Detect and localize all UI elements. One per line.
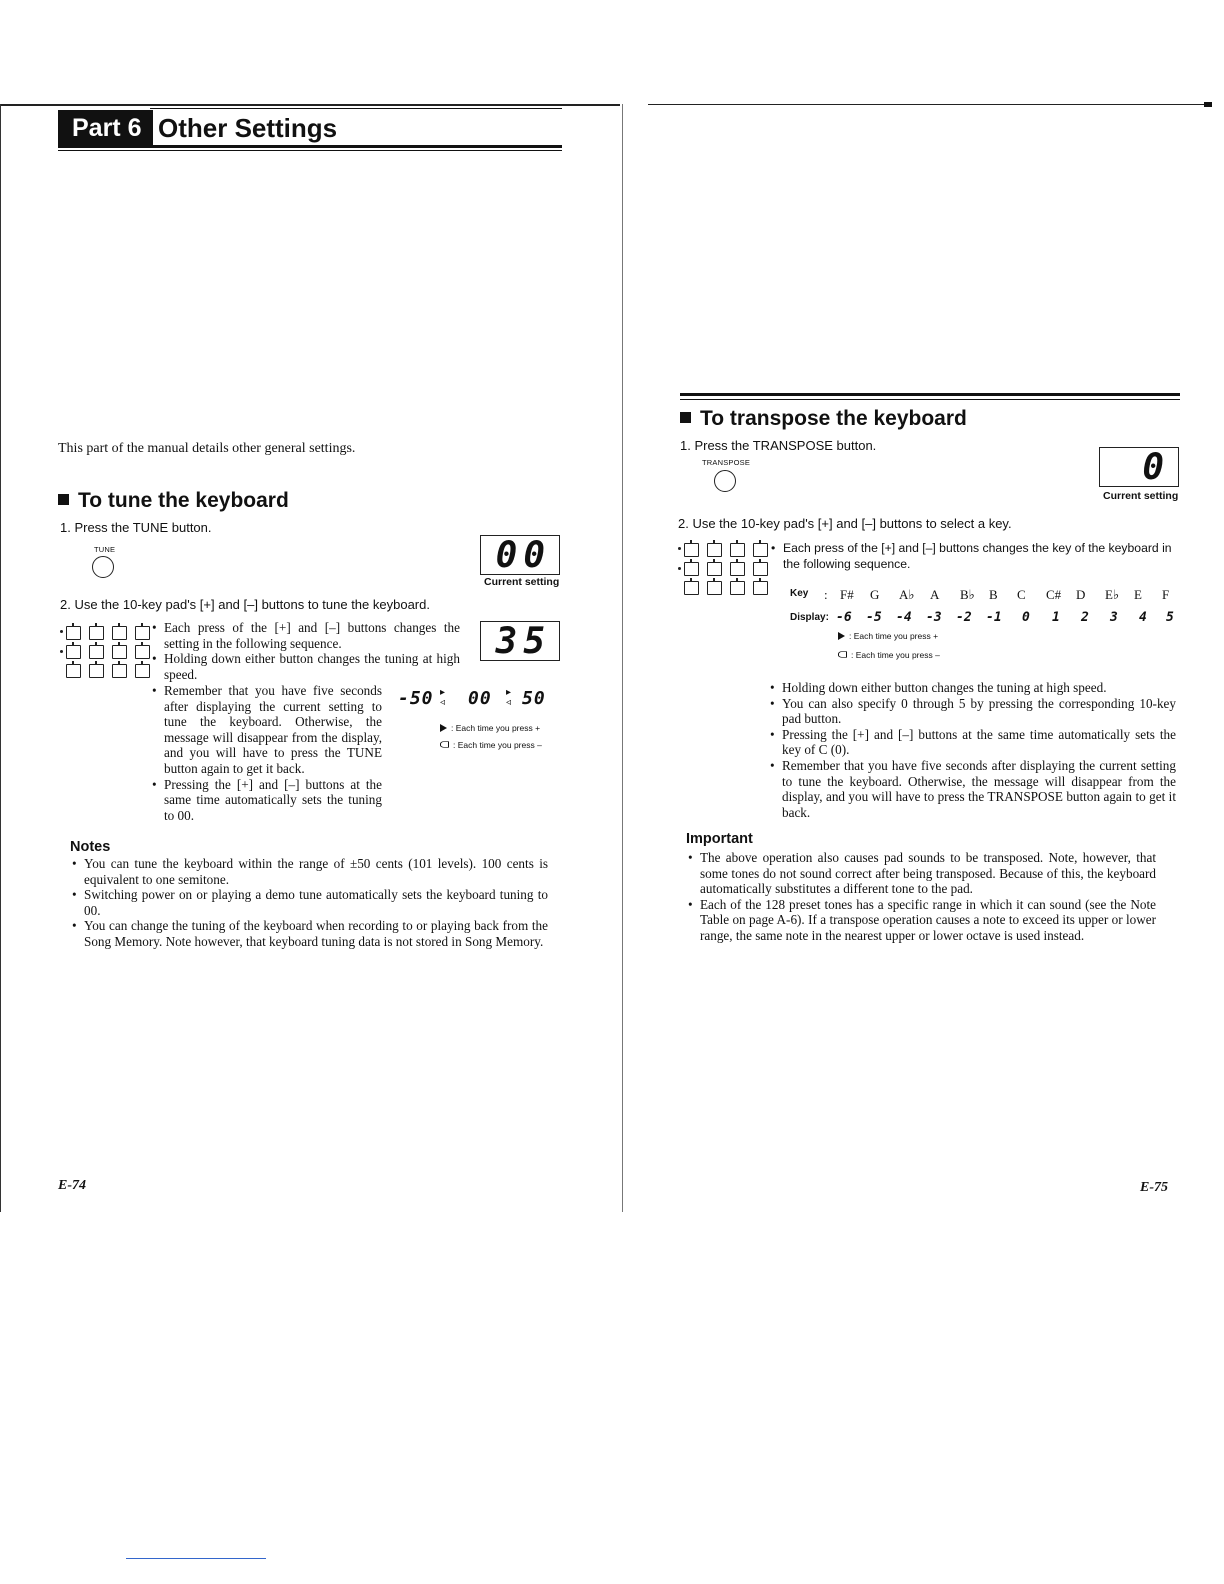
key-colon: : (824, 587, 828, 602)
lcd-current-tune (480, 535, 560, 575)
bullet-item: • Holding down either button changes the tuning at high speed. (152, 651, 460, 682)
pad-key[interactable] (135, 645, 150, 659)
left-page-edge (0, 104, 1, 1212)
pad-key[interactable] (112, 664, 127, 678)
page-number-right: E-75 (1140, 1180, 1168, 1195)
lcd-current-transpose (1099, 447, 1179, 487)
lcd-digits: 35 (495, 621, 551, 662)
ten-key-pad[interactable] (60, 624, 150, 678)
pad-key[interactable] (730, 581, 745, 595)
display-row (790, 610, 1182, 630)
step-2-tune: 2. Use the 10-key pad's [+] and [–] buttons to tune the keyboard. (60, 597, 430, 612)
tune-bullets-bottom (152, 683, 382, 823)
current-setting-caption: Current setting (484, 576, 560, 588)
legend-minus: : Each time you press – (838, 650, 940, 660)
display-value: -2 (956, 610, 972, 625)
important-list (688, 850, 1156, 944)
bullet-item: • Pressing the [+] and [–] buttons at the same time automatically sets the tuning to 00. (152, 777, 382, 824)
pad-key[interactable] (135, 664, 150, 678)
display-value: 0 (1022, 610, 1030, 625)
display-value: -5 (866, 610, 882, 625)
seq-arrows-icon: ▸ ◃ (440, 687, 446, 708)
right-header-rule (680, 393, 1180, 396)
key-name: B♭ (960, 587, 975, 602)
pad-key[interactable] (753, 543, 768, 557)
pad-key[interactable] (89, 645, 104, 659)
header-rule-bottom (58, 145, 562, 148)
pad-key[interactable] (753, 562, 768, 576)
tune-bullets-top (152, 620, 460, 682)
legend-plus: : Each time you press + (440, 723, 540, 733)
key-name: C (1017, 587, 1026, 602)
pad-key[interactable] (707, 562, 722, 576)
key-name: B (989, 587, 998, 602)
important-item: • The above operation also causes pad sounds to be transposed. Note, however, that some tones do not sound correct after being transposed. Because of this, the keyboard automatically substitutes a different tone to the pad. (688, 850, 1156, 897)
step-1-transpose: 1. Press the TRANSPOSE button. (680, 438, 877, 453)
pad-key[interactable] (753, 581, 768, 595)
part-header (58, 110, 562, 146)
footer-link-line (126, 1558, 266, 1559)
key-name: E♭ (1105, 587, 1120, 602)
plus-indicator (678, 547, 681, 550)
bullet-item: • Each press of the [+] and [–] buttons changes the setting in the following sequence. (152, 620, 460, 651)
transpose-button-label: TRANSPOSE (702, 458, 751, 467)
pad-key[interactable] (730, 543, 745, 557)
pad-key[interactable] (707, 581, 722, 595)
important-item: • Each of the 128 preset tones has a specific range in which it can sound (see the Note Table on page A-6). If a transpose operation causes a note to exceed its upper or lower range, the same note in the nearest upper or lower octave is used instead. (688, 897, 1156, 944)
lcd-example-tune (480, 621, 560, 661)
pad-key[interactable] (66, 626, 81, 640)
filled-arrow-icon (440, 724, 447, 732)
key-name: E (1134, 587, 1142, 602)
open-arrow-icon (838, 651, 847, 657)
key-row (790, 587, 1180, 605)
note-item: • Switching power on or playing a demo tune automatically sets the keyboard tuning to 00. (72, 887, 548, 918)
top-border-right (648, 104, 1208, 105)
bullet-item: • Holding down either button changes the tuning at high speed. (770, 680, 1176, 696)
part-badge: Part 6 (58, 110, 153, 147)
key-name: A♭ (899, 587, 915, 602)
current-setting-caption: Current setting (1103, 490, 1179, 502)
display-value: 1 (1052, 610, 1060, 625)
seq-arrows-icon: ▸ ◃ (506, 687, 512, 708)
pad-key[interactable] (707, 543, 722, 557)
pad-key[interactable] (684, 562, 699, 576)
section-title-text: To tune the keyboard (78, 489, 289, 512)
top-border-left (0, 104, 620, 106)
section-title-text: To transpose the keyboard (700, 407, 967, 430)
ten-key-pad[interactable] (678, 541, 768, 595)
display-value: -6 (836, 610, 852, 625)
bullet-item: • Each press of the [+] and [–] buttons changes the key of the keyboard in the following sequence. (771, 541, 1181, 572)
lcd-digits: 00 (495, 535, 551, 576)
seq-value: 50 (522, 688, 546, 709)
open-arrow-icon (440, 741, 449, 747)
header-rule-bottom-thin (58, 150, 562, 151)
key-name: A (930, 587, 940, 602)
transpose-bullet-top (771, 541, 1181, 572)
bullet-item: • Remember that you have five seconds after displaying the current setting to tune the keyboard. Otherwise, the message will disappear from the display, and you will have to press the TRANSPOSE button again to get it back. (770, 758, 1176, 820)
section-title-tune (58, 489, 289, 513)
transpose-button[interactable] (714, 470, 736, 492)
key-name: D (1076, 587, 1086, 602)
display-value: 4 (1139, 610, 1147, 625)
display-value: -4 (896, 610, 912, 625)
square-bullet-icon (58, 494, 69, 505)
part-title: Other Settings (158, 113, 338, 143)
notes-title: Notes (70, 839, 111, 855)
important-title: Important (686, 831, 753, 847)
page-number-left: E-74 (58, 1178, 86, 1193)
plus-indicator (60, 630, 63, 633)
display-value: 5 (1166, 610, 1174, 625)
pad-key[interactable] (112, 645, 127, 659)
display-value: -1 (986, 610, 1002, 625)
step-2-transpose: 2. Use the 10-key pad's [+] and [–] buttons to select a key. (678, 516, 1012, 531)
display-value: 3 (1110, 610, 1118, 625)
pad-key[interactable] (112, 626, 127, 640)
key-name: F (1162, 587, 1170, 602)
display-value: -3 (926, 610, 942, 625)
legend-plus: : Each time you press + (838, 631, 938, 641)
step-1-tune: 1. Press the TUNE button. (60, 520, 212, 535)
section-title-transpose (680, 407, 967, 431)
bullet-item: • You can also specify 0 through 5 by pressing the corresponding 10-key pad button. (770, 696, 1176, 727)
pad-key[interactable] (135, 626, 150, 640)
top-border-marker (1204, 102, 1212, 107)
note-item: • You can change the tuning of the keyboard when recording to or playing back from the Song Memory. Note however, that keyboard tuning data is not stored in Song Memory. (72, 918, 548, 949)
pad-key[interactable] (684, 543, 699, 557)
tune-button[interactable] (92, 556, 114, 578)
filled-arrow-icon (838, 632, 845, 640)
display-label: Display: (790, 612, 829, 623)
square-bullet-icon (680, 412, 691, 423)
seq-value: 00 (468, 688, 492, 709)
lcd-digits: 0 (1142, 447, 1170, 488)
key-name: F# (840, 587, 854, 602)
tune-button-label: TUNE (94, 545, 116, 554)
display-value: 2 (1081, 610, 1089, 625)
tune-sequence (398, 686, 558, 718)
right-header-rule-thin (680, 399, 1180, 400)
pad-key[interactable] (66, 645, 81, 659)
center-spine (622, 104, 623, 1212)
key-label: Key (790, 588, 809, 599)
intro-text: This part of the manual details other general settings. (58, 441, 356, 456)
seq-value: -50 (398, 688, 434, 709)
transpose-bullets (770, 680, 1176, 820)
key-name: C# (1046, 587, 1062, 602)
note-item: • You can tune the keyboard within the range of ±50 cents (101 levels). 100 cents is equivalent to one semitone. (72, 856, 548, 887)
bullet-item: • Remember that you have five seconds after displaying the current setting to tune the keyboard. Otherwise, the message will disappear from the display, and you will have to press the TUNE button again to get it back. (152, 683, 382, 777)
pad-key[interactable] (89, 626, 104, 640)
minus-indicator (60, 650, 63, 653)
pad-key[interactable] (89, 664, 104, 678)
pad-key[interactable] (684, 581, 699, 595)
notes-list (72, 856, 548, 950)
bullet-item: • Pressing the [+] and [–] buttons at the same time automatically sets the key of C (0). (770, 727, 1176, 758)
pad-key[interactable] (66, 664, 81, 678)
key-name: G (870, 587, 880, 602)
pad-key[interactable] (730, 562, 745, 576)
header-rule-top (150, 108, 562, 109)
minus-indicator (678, 567, 681, 570)
legend-minus: : Each time you press – (440, 740, 542, 750)
